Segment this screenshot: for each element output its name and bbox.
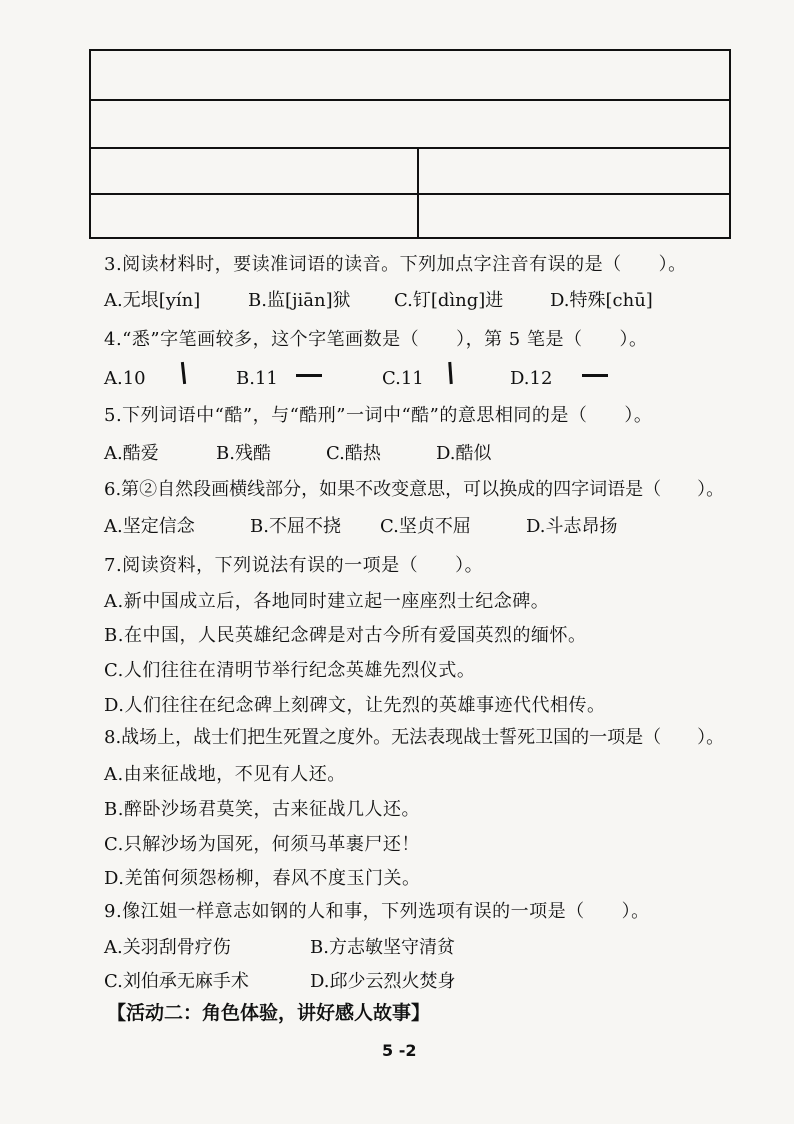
answer-row-2[interactable] (91, 99, 729, 149)
q6-option-a[interactable]: A.坚定信念 (104, 516, 195, 537)
q8-option-a[interactable]: A.由来征战地，不见有人还。 (104, 764, 346, 785)
q9-option-c[interactable]: C.刘伯承无麻手术 (104, 971, 249, 992)
q7-option-d[interactable]: D.人们往往在纪念碑上刻碑文，让先烈的英雄事迹代代相传。 (104, 695, 606, 716)
q5-option-b[interactable]: B.残酷 (216, 443, 271, 464)
q7-option-a[interactable]: A.新中国成立后，各地同时建立起一座座烈士纪念碑。 (104, 591, 550, 612)
q9-option-a[interactable]: A.关羽刮骨疗伤 (104, 937, 231, 958)
q8-option-d[interactable]: D.羌笛何须怨杨柳，春风不度玉门关。 (104, 868, 421, 889)
q3-option-a[interactable]: A.无垠[yín] (104, 290, 201, 311)
q4-option-b[interactable]: B.11 (236, 368, 278, 389)
answer-row-1[interactable] (91, 51, 729, 101)
question-8-stem: 8.战场上，战士们把生死置之度外。无法表现战士誓死卫国的一项是（ ）。 (104, 727, 725, 748)
section-title: 【活动二：角色体验，讲好感人故事】 (107, 1002, 431, 1024)
q5-option-a[interactable]: A.酷爱 (104, 443, 159, 464)
q3-option-c[interactable]: C.钉[dìng]进 (394, 290, 504, 311)
q7-option-c[interactable]: C.人们往往在清明节举行纪念英雄先烈仪式。 (104, 660, 476, 681)
question-4-stem: 4.“悉”字笔画较多，这个字笔画数是（ ），第 5 笔是（ ）。 (104, 329, 648, 350)
q8-option-b[interactable]: B.醉卧沙场君莫笑，古来征战几人还。 (104, 799, 420, 820)
q3-option-b[interactable]: B.监[jiān]狱 (248, 290, 351, 311)
q7-option-b[interactable]: B.在中国，人民英雄纪念碑是对古今所有爱国英烈的缅怀。 (104, 625, 587, 646)
q9-option-d[interactable]: D.邱少云烈火焚身 (310, 971, 456, 992)
stroke-vertical-mark (181, 362, 186, 384)
q9-option-b[interactable]: B.方志敏坚守清贫 (310, 937, 455, 958)
q4-option-c[interactable]: C.11 (382, 368, 424, 389)
answer-table (89, 49, 731, 239)
answer-row-4[interactable] (91, 193, 729, 237)
question-9-stem: 9.像江姐一样意志如钢的人和事，下列选项有误的一项是（ ）。 (104, 901, 650, 922)
q4-option-d[interactable]: D.12 (510, 368, 553, 389)
page-number: 5 -2 (382, 1041, 417, 1060)
q8-option-c[interactable]: C.只解沙场为国死，何须马革裹尸还！ (104, 834, 420, 855)
q6-option-c[interactable]: C.坚贞不屈 (380, 516, 471, 537)
stroke-horizontal-mark (582, 374, 608, 377)
q6-option-d[interactable]: D.斗志昂扬 (526, 516, 618, 537)
question-5-stem: 5.下列词语中“酷”，与“酷刑”一词中“酷”的意思相同的是（ ）。 (104, 405, 653, 426)
stroke-horizontal-mark (296, 374, 322, 377)
question-7-stem: 7.阅读资料，下列说法有误的一项是（ ）。 (104, 555, 484, 576)
q6-option-b[interactable]: B.不屈不挠 (250, 516, 341, 537)
table-divider (417, 147, 419, 239)
stroke-vertical-mark (448, 362, 453, 384)
q5-option-d[interactable]: D.酷似 (436, 443, 492, 464)
answer-row-3[interactable] (91, 147, 729, 195)
question-3-stem: 3.阅读材料时，要读准词语的读音。下列加点字注音有误的是（ ）。 (104, 254, 687, 275)
q5-option-c[interactable]: C.酷热 (326, 443, 381, 464)
q4-option-a[interactable]: A.10 (104, 368, 146, 389)
q3-option-d[interactable]: D.特殊[chū] (550, 290, 653, 311)
question-6-stem: 6.第②自然段画横线部分，如果不改变意思，可以换成的四字词语是（ ）。 (104, 479, 725, 500)
